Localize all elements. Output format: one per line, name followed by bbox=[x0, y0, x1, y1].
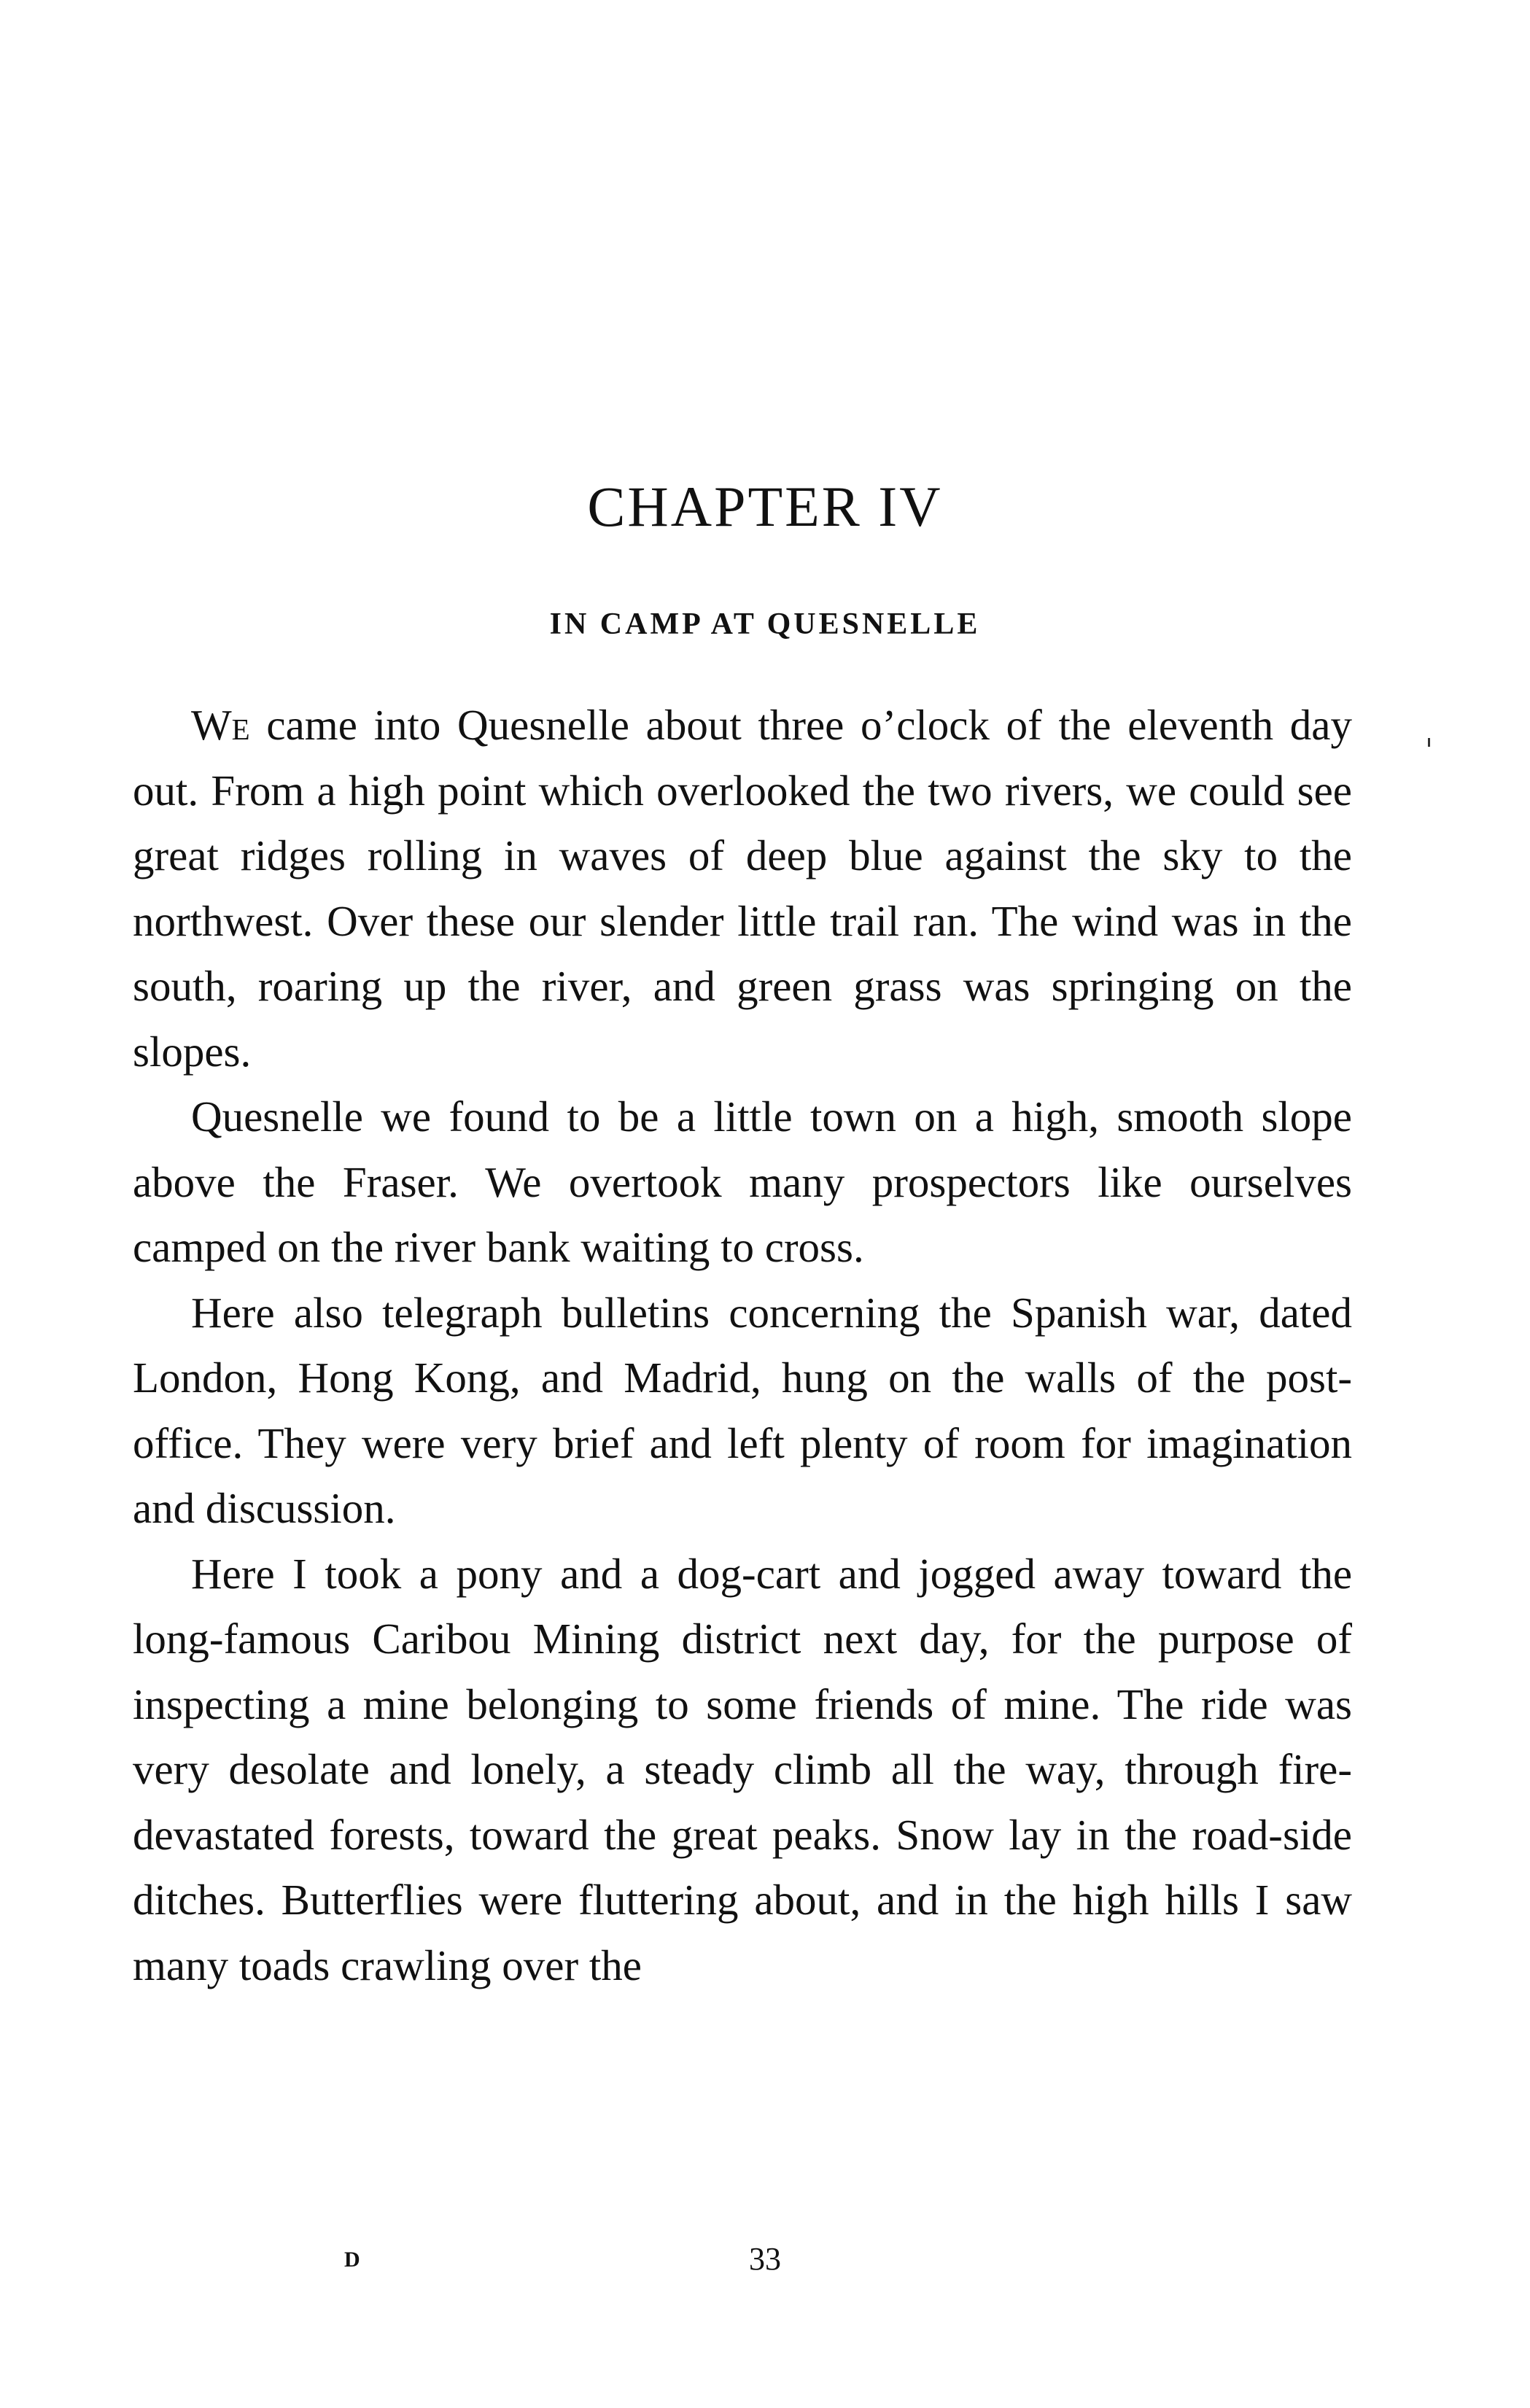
paragraph-1 bbox=[133, 693, 1352, 1084]
paragraph-lead-word: We bbox=[191, 701, 250, 749]
paragraph-3: Here also telegraph bulletins concerning the Spanish war, dated London, Hong Kong, and Madrid, hung on the walls of the post-office. They were very brief and left plenty of room for imagination and discussion. bbox=[133, 1288, 1352, 1532]
paragraph-1-text: came into Quesnelle about three o’clock of the eleventh day out. From a high point which overlooked the two rivers, we could see great ridges rolling in waves of deep blue against the sky to the northwest. Over these our slender little trail ran. The wind was in the south, roaring up the river, and green grass was springing on the slopes. bbox=[133, 701, 1352, 1076]
signature-mark: D bbox=[344, 2248, 361, 2272]
page-number: 33 bbox=[749, 2241, 781, 2277]
margin-mark bbox=[1428, 738, 1430, 747]
chapter-title: CHAPTER IV bbox=[587, 475, 943, 538]
paragraph-4: Here I took a pony and a dog-cart and jogged away toward the long-famous Caribou Mining district next day, for the purpose of inspecting a mine belonging to some friends of mine. The ride was very desolate and lonely, a steady climb all the way, through fire-devastated forests, toward the great peaks. Snow lay in the road-side ditches. Butterflies were fluttering about, and in the high hills I saw many toads crawling over the bbox=[133, 1549, 1352, 1989]
chapter-subtitle: IN CAMP AT QUESNELLE bbox=[549, 607, 981, 641]
chapter-body bbox=[133, 693, 1352, 1998]
paragraph-2: Quesnelle we found to be a little town on a high, smooth slope above the Fraser. We overtook many prospectors like ourselves camped on the river bank waiting to cross. bbox=[133, 1092, 1352, 1271]
